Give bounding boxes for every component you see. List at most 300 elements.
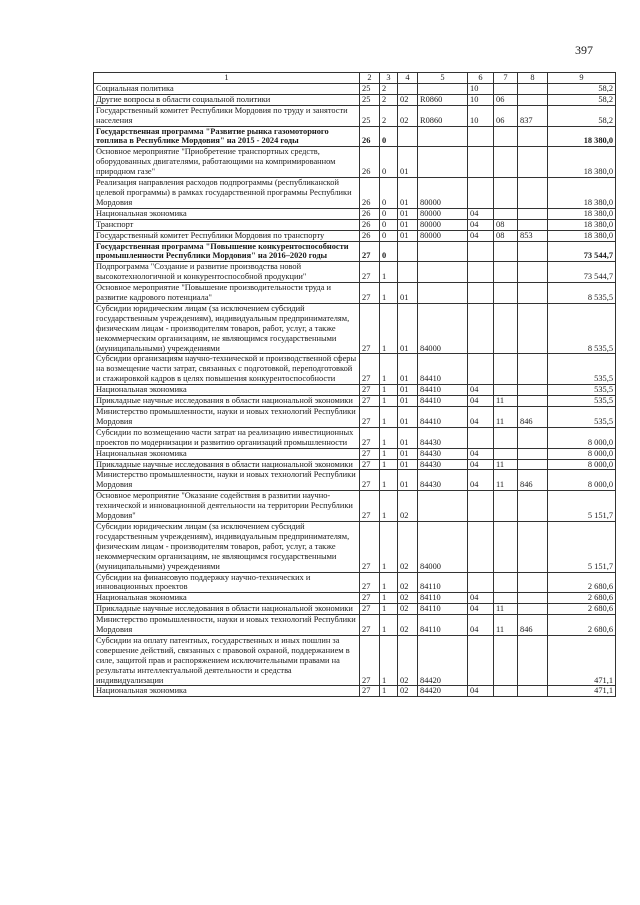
section-cell: [468, 262, 494, 283]
subsection-cell: 06: [494, 105, 518, 126]
table-row: [94, 178, 616, 209]
amount-cell: 8 000,0: [548, 448, 616, 459]
ministry-cell: [518, 241, 548, 262]
code-cell: 01: [398, 459, 418, 470]
section-cell: 04: [468, 448, 494, 459]
code-cell: 27: [360, 283, 380, 304]
code-cell: 01: [398, 208, 418, 219]
subsection-cell: 11: [494, 604, 518, 615]
item-name-cell: Социальная политика: [94, 83, 360, 94]
code-cell: 1: [380, 604, 398, 615]
section-cell: [468, 427, 494, 448]
item-name-cell: Основное мероприятие "Оказание содействия в развитии научно-технической и инновационной деятельности на территории Республики Мордовия": [94, 491, 360, 522]
code-cell: 02: [398, 491, 418, 522]
code-cell: 02: [398, 686, 418, 697]
ministry-cell: [518, 572, 548, 593]
code-cell: 1: [380, 491, 398, 522]
code-cell: 27: [360, 604, 380, 615]
code-cell: 0: [380, 126, 398, 147]
code-cell: 0: [380, 219, 398, 230]
target-code-cell: 84110: [418, 604, 468, 615]
ministry-cell: [518, 262, 548, 283]
item-name-cell: Основное мероприятие "Повышение производительности труда и развитие кадрового потенциала": [94, 283, 360, 304]
table-row: [94, 521, 616, 572]
target-code-cell: 84110: [418, 572, 468, 593]
table-row: [94, 219, 616, 230]
target-code-cell: 80000: [418, 219, 468, 230]
table-row: [94, 470, 616, 491]
target-code-cell: 80000: [418, 178, 468, 209]
section-cell: 04: [468, 230, 494, 241]
item-name-cell: Министерство промышленности, науки и новых технологий Республики Мордовия: [94, 470, 360, 491]
ministry-cell: [518, 283, 548, 304]
table-row: [94, 427, 616, 448]
ministry-cell: 846: [518, 407, 548, 428]
target-code-cell: [418, 83, 468, 94]
code-cell: 01: [398, 354, 418, 385]
code-cell: 01: [398, 178, 418, 209]
code-cell: 25: [360, 83, 380, 94]
code-cell: 1: [380, 615, 398, 636]
code-cell: 1: [380, 635, 398, 686]
item-name-cell: Национальная экономика: [94, 593, 360, 604]
section-cell: 04: [468, 686, 494, 697]
ministry-cell: [518, 427, 548, 448]
code-cell: 27: [360, 262, 380, 283]
subsection-cell: [494, 572, 518, 593]
item-name-cell: Субсидии по возмещению части затрат на реализацию инвестиционных проектов по модернизации и развитию организаций промышленности: [94, 427, 360, 448]
ministry-cell: [518, 147, 548, 178]
subsection-cell: [494, 126, 518, 147]
table-row: [94, 241, 616, 262]
section-cell: 04: [468, 407, 494, 428]
subsection-cell: [494, 147, 518, 178]
amount-cell: 58,2: [548, 94, 616, 105]
section-cell: 04: [468, 208, 494, 219]
item-name-cell: Основное мероприятие "Приобретение транспортных средств, оборудованных двигателями, работающими на компримированном природном газе": [94, 147, 360, 178]
amount-cell: 58,2: [548, 83, 616, 94]
target-code-cell: 84430: [418, 448, 468, 459]
code-cell: 27: [360, 354, 380, 385]
amount-cell: 2 680,6: [548, 572, 616, 593]
subsection-cell: 08: [494, 230, 518, 241]
subsection-cell: [494, 354, 518, 385]
code-cell: 1: [380, 283, 398, 304]
table-row: [94, 105, 616, 126]
code-cell: 26: [360, 219, 380, 230]
code-cell: 26: [360, 178, 380, 209]
code-cell: 2: [380, 105, 398, 126]
code-cell: 0: [380, 178, 398, 209]
target-code-cell: 84110: [418, 593, 468, 604]
code-cell: [398, 241, 418, 262]
amount-cell: 5 151,7: [548, 521, 616, 572]
subsection-cell: 11: [494, 407, 518, 428]
section-cell: 04: [468, 396, 494, 407]
ministry-cell: [518, 396, 548, 407]
code-cell: [398, 126, 418, 147]
ministry-cell: 846: [518, 470, 548, 491]
table-body: [94, 83, 616, 696]
amount-cell: 471,1: [548, 686, 616, 697]
item-name-cell: Прикладные научные исследования в области национальной экономики: [94, 396, 360, 407]
ministry-cell: [518, 635, 548, 686]
code-cell: 1: [380, 303, 398, 354]
code-cell: 26: [360, 208, 380, 219]
item-name-cell: Государственная программа "Повышение конкурентоспособности промышленности Республики Мордовия" на 2016–2020 годы: [94, 241, 360, 262]
table-row: [94, 459, 616, 470]
table-row: [94, 385, 616, 396]
code-cell: 02: [398, 94, 418, 105]
subsection-cell: 11: [494, 459, 518, 470]
section-cell: [468, 572, 494, 593]
amount-cell: 73 544,7: [548, 262, 616, 283]
target-code-cell: [418, 241, 468, 262]
header-cell: 8: [518, 73, 548, 84]
table-row: [94, 83, 616, 94]
item-name-cell: Государственная программа "Развитие рынка газомоторного топлива в Республике Мордовия" на 2015 - 2024 годы: [94, 126, 360, 147]
ministry-cell: [518, 385, 548, 396]
item-name-cell: Государственный комитет Республики Мордовия по транспорту: [94, 230, 360, 241]
subsection-cell: 06: [494, 94, 518, 105]
code-cell: 25: [360, 94, 380, 105]
section-cell: 04: [468, 470, 494, 491]
code-cell: 0: [380, 208, 398, 219]
code-cell: 27: [360, 448, 380, 459]
table-row: [94, 262, 616, 283]
target-code-cell: 84000: [418, 521, 468, 572]
code-cell: 1: [380, 262, 398, 283]
amount-cell: 8 000,0: [548, 427, 616, 448]
code-cell: 27: [360, 593, 380, 604]
target-code-cell: 84430: [418, 427, 468, 448]
code-cell: 26: [360, 126, 380, 147]
ministry-cell: [518, 604, 548, 615]
subsection-cell: [494, 427, 518, 448]
target-code-cell: 84110: [418, 615, 468, 636]
table-row: [94, 604, 616, 615]
ministry-cell: [518, 491, 548, 522]
code-cell: 1: [380, 385, 398, 396]
table-header-row: [94, 73, 616, 84]
target-code-cell: 84410: [418, 354, 468, 385]
amount-cell: 535,5: [548, 407, 616, 428]
item-name-cell: Субсидии юридическим лицам (за исключением субсидий государственным учреждениям), индивидуальным предпринимателям, физическим лицам - производителям товаров, работ, услуг, а также некоммерческим организациям, не являющимся государственными (муниципальными) учреждениями: [94, 303, 360, 354]
item-name-cell: Национальная экономика: [94, 208, 360, 219]
table-row: [94, 448, 616, 459]
subsection-cell: [494, 283, 518, 304]
section-cell: [468, 303, 494, 354]
item-name-cell: Национальная экономика: [94, 385, 360, 396]
subsection-cell: [494, 262, 518, 283]
table-row: [94, 396, 616, 407]
code-cell: 1: [380, 396, 398, 407]
amount-cell: 18 380,0: [548, 178, 616, 209]
code-cell: [398, 262, 418, 283]
item-name-cell: Субсидии на финансовую поддержку научно-технических и инновационных проектов: [94, 572, 360, 593]
amount-cell: 535,5: [548, 354, 616, 385]
target-code-cell: 84430: [418, 470, 468, 491]
item-name-cell: Другие вопросы в области социальной политики: [94, 94, 360, 105]
header-cell: 6: [468, 73, 494, 84]
table-row: [94, 593, 616, 604]
item-name-cell: Субсидии организациям научно-технической и производственной сферы на возмещение части затрат, связанных с подготовкой, переподготовкой и стажировкой кадров в целях повышения конкурентоспособности: [94, 354, 360, 385]
table-row: [94, 147, 616, 178]
code-cell: 27: [360, 572, 380, 593]
item-name-cell: Прикладные научные исследования в области национальной экономики: [94, 604, 360, 615]
ministry-cell: [518, 686, 548, 697]
code-cell: 27: [360, 303, 380, 354]
code-cell: 1: [380, 521, 398, 572]
subsection-cell: 11: [494, 396, 518, 407]
code-cell: 27: [360, 635, 380, 686]
code-cell: 27: [360, 470, 380, 491]
header-cell: 4: [398, 73, 418, 84]
target-code-cell: [418, 262, 468, 283]
code-cell: 0: [380, 230, 398, 241]
section-cell: [468, 126, 494, 147]
table-row: [94, 208, 616, 219]
target-code-cell: 84000: [418, 303, 468, 354]
table-row: [94, 283, 616, 304]
target-code-cell: 84410: [418, 407, 468, 428]
code-cell: 1: [380, 427, 398, 448]
ministry-cell: [518, 303, 548, 354]
section-cell: 10: [468, 105, 494, 126]
code-cell: 27: [360, 396, 380, 407]
amount-cell: 471,1: [548, 635, 616, 686]
target-code-cell: 84420: [418, 635, 468, 686]
ministry-cell: [518, 521, 548, 572]
ministry-cell: [518, 593, 548, 604]
page-number: 397: [575, 43, 593, 57]
target-code-cell: 84410: [418, 396, 468, 407]
header-cell: 2: [360, 73, 380, 84]
ministry-cell: [518, 448, 548, 459]
ministry-cell: 837: [518, 105, 548, 126]
section-cell: 04: [468, 459, 494, 470]
code-cell: 02: [398, 604, 418, 615]
target-code-cell: R0860: [418, 94, 468, 105]
subsection-cell: [494, 635, 518, 686]
item-name-cell: Прикладные научные исследования в области национальной экономики: [94, 459, 360, 470]
header-cell: 1: [94, 73, 360, 84]
code-cell: 27: [360, 521, 380, 572]
item-name-cell: Субсидии юридическим лицам (за исключением субсидий государственным учреждениям), индивидуальным предпринимателям, физическим лицам - производителям товаров, работ, услуг, а также некоммерческим организациям, не являющимся государственными (муниципальными) учреждениями: [94, 521, 360, 572]
code-cell: 0: [380, 147, 398, 178]
code-cell: 01: [398, 427, 418, 448]
ministry-cell: [518, 219, 548, 230]
code-cell: 01: [398, 230, 418, 241]
section-cell: [468, 241, 494, 262]
subsection-cell: [494, 208, 518, 219]
subsection-cell: [494, 385, 518, 396]
code-cell: 01: [398, 283, 418, 304]
code-cell: 01: [398, 407, 418, 428]
code-cell: 25: [360, 105, 380, 126]
code-cell: 2: [380, 94, 398, 105]
ministry-cell: [518, 83, 548, 94]
section-cell: [468, 283, 494, 304]
target-code-cell: R0860: [418, 105, 468, 126]
code-cell: 27: [360, 459, 380, 470]
code-cell: 27: [360, 615, 380, 636]
ministry-cell: 846: [518, 615, 548, 636]
amount-cell: 8 535,5: [548, 283, 616, 304]
amount-cell: 18 380,0: [548, 230, 616, 241]
table-row: [94, 303, 616, 354]
amount-cell: 8 000,0: [548, 470, 616, 491]
code-cell: [398, 83, 418, 94]
header-cell: 7: [494, 73, 518, 84]
amount-cell: 18 380,0: [548, 126, 616, 147]
target-code-cell: [418, 491, 468, 522]
code-cell: 0: [380, 241, 398, 262]
subsection-cell: [494, 178, 518, 209]
item-name-cell: Национальная экономика: [94, 448, 360, 459]
code-cell: 27: [360, 427, 380, 448]
table-row: [94, 354, 616, 385]
amount-cell: 58,2: [548, 105, 616, 126]
amount-cell: 18 380,0: [548, 147, 616, 178]
amount-cell: 2 680,6: [548, 593, 616, 604]
subsection-cell: [494, 686, 518, 697]
target-code-cell: 84430: [418, 459, 468, 470]
section-cell: 04: [468, 615, 494, 636]
ministry-cell: [518, 126, 548, 147]
amount-cell: 8 000,0: [548, 459, 616, 470]
item-name-cell: Государственный комитет Республики Мордовия по труду и занятости населения: [94, 105, 360, 126]
item-name-cell: Министерство промышленности, науки и новых технологий Республики Мордовия: [94, 407, 360, 428]
code-cell: 02: [398, 593, 418, 604]
code-cell: 1: [380, 448, 398, 459]
subsection-cell: [494, 303, 518, 354]
table-row: [94, 635, 616, 686]
target-code-cell: 80000: [418, 230, 468, 241]
code-cell: 02: [398, 635, 418, 686]
code-cell: 1: [380, 572, 398, 593]
table-row: [94, 230, 616, 241]
section-cell: 04: [468, 593, 494, 604]
section-cell: 10: [468, 83, 494, 94]
subsection-cell: 11: [494, 615, 518, 636]
target-code-cell: [418, 126, 468, 147]
section-cell: [468, 354, 494, 385]
code-cell: 26: [360, 230, 380, 241]
code-cell: 1: [380, 686, 398, 697]
subsection-cell: [494, 491, 518, 522]
subsection-cell: [494, 83, 518, 94]
amount-cell: 8 535,5: [548, 303, 616, 354]
subsection-cell: 11: [494, 470, 518, 491]
amount-cell: 18 380,0: [548, 208, 616, 219]
amount-cell: 5 151,7: [548, 491, 616, 522]
table-row: [94, 126, 616, 147]
ministry-cell: 853: [518, 230, 548, 241]
section-cell: [468, 147, 494, 178]
code-cell: 1: [380, 459, 398, 470]
header-cell: 5: [418, 73, 468, 84]
target-code-cell: 84420: [418, 686, 468, 697]
item-name-cell: Транспорт: [94, 219, 360, 230]
subsection-cell: [494, 521, 518, 572]
code-cell: 01: [398, 147, 418, 178]
target-code-cell: [418, 283, 468, 304]
code-cell: 1: [380, 354, 398, 385]
code-cell: 1: [380, 470, 398, 491]
code-cell: 02: [398, 521, 418, 572]
section-cell: 10: [468, 94, 494, 105]
code-cell: 01: [398, 303, 418, 354]
item-name-cell: Подпрограмма "Создание и развитие производства новой высокотехнологичной и конкурентоспособной продукции": [94, 262, 360, 283]
item-name-cell: Министерство промышленности, науки и новых технологий Республики Мордовия: [94, 615, 360, 636]
table-row: [94, 615, 616, 636]
ministry-cell: [518, 94, 548, 105]
code-cell: 01: [398, 448, 418, 459]
target-code-cell: [418, 147, 468, 178]
code-cell: 27: [360, 686, 380, 697]
budget-table: [93, 72, 616, 697]
amount-cell: 535,5: [548, 396, 616, 407]
table-row: [94, 94, 616, 105]
section-cell: [468, 521, 494, 572]
subsection-cell: 08: [494, 219, 518, 230]
section-cell: 04: [468, 385, 494, 396]
code-cell: 27: [360, 407, 380, 428]
code-cell: 01: [398, 470, 418, 491]
code-cell: 01: [398, 385, 418, 396]
amount-cell: 73 544,7: [548, 241, 616, 262]
target-code-cell: 80000: [418, 208, 468, 219]
header-cell: 3: [380, 73, 398, 84]
header-cell: 9: [548, 73, 616, 84]
code-cell: 02: [398, 572, 418, 593]
subsection-cell: [494, 241, 518, 262]
amount-cell: 535,5: [548, 385, 616, 396]
amount-cell: 2 680,6: [548, 604, 616, 615]
code-cell: 1: [380, 407, 398, 428]
section-cell: 04: [468, 219, 494, 230]
item-name-cell: Реализация направления расходов подпрограммы (республиканской целевой программы) в рамках государственной программы Республики Мордовия: [94, 178, 360, 209]
ministry-cell: [518, 178, 548, 209]
code-cell: 02: [398, 615, 418, 636]
section-cell: [468, 491, 494, 522]
item-name-cell: Национальная экономика: [94, 686, 360, 697]
ministry-cell: [518, 208, 548, 219]
table-row: [94, 491, 616, 522]
code-cell: 27: [360, 385, 380, 396]
subsection-cell: [494, 448, 518, 459]
table-row: [94, 572, 616, 593]
code-cell: 1: [380, 593, 398, 604]
item-name-cell: Субсидии на оплату патентных, государственных и иных пошлин за совершение действий, связанных с правовой охраной, поддержанием в силе, защитой прав и распоряжением исключительными правами на результаты интеллектуальной деятельности и средства индивидуализации: [94, 635, 360, 686]
code-cell: 01: [398, 219, 418, 230]
section-cell: [468, 178, 494, 209]
ministry-cell: [518, 459, 548, 470]
code-cell: 02: [398, 105, 418, 126]
section-cell: [468, 635, 494, 686]
target-code-cell: 84410: [418, 385, 468, 396]
section-cell: 04: [468, 604, 494, 615]
code-cell: 26: [360, 147, 380, 178]
code-cell: 27: [360, 241, 380, 262]
table-row: [94, 686, 616, 697]
subsection-cell: [494, 593, 518, 604]
amount-cell: 2 680,6: [548, 615, 616, 636]
code-cell: 01: [398, 396, 418, 407]
ministry-cell: [518, 354, 548, 385]
amount-cell: 18 380,0: [548, 219, 616, 230]
